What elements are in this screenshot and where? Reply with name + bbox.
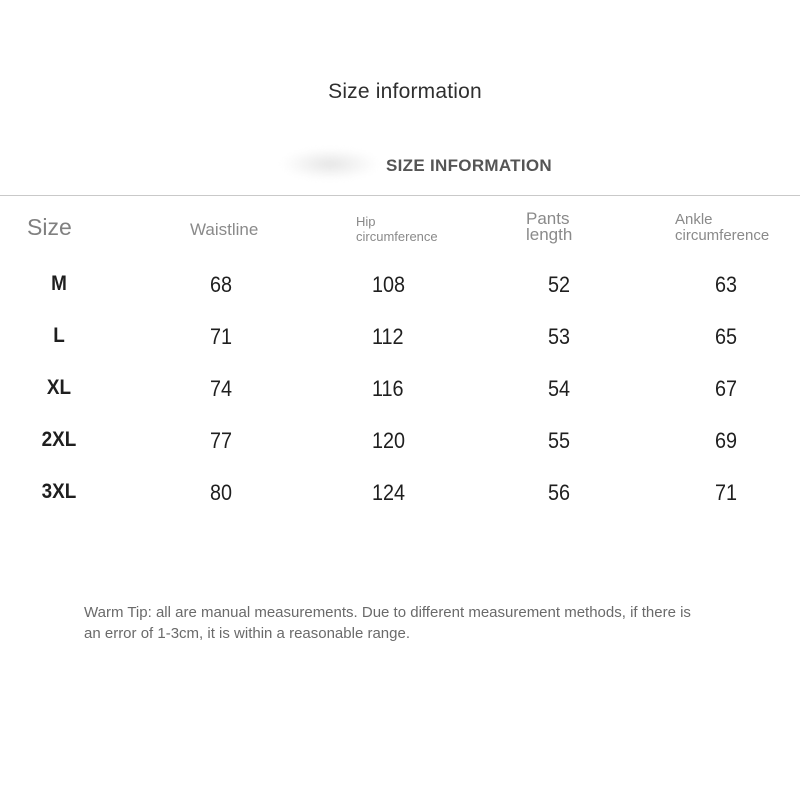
column-header-hip-line1: Hip <box>356 214 376 229</box>
pants-length-cell: 52 <box>548 272 571 297</box>
column-header-pants-line1: Pants <box>526 209 570 228</box>
size-cell: 2XL <box>41 428 77 451</box>
column-header-hip-circumference <box>356 214 438 244</box>
ankle-cell: 71 <box>715 480 738 505</box>
column-header-pants-line2: length <box>526 225 573 244</box>
column-header-hip-line2: circumference <box>356 229 438 244</box>
column-header-ankle-circumference <box>675 212 769 244</box>
ankle-cell: 65 <box>715 324 738 349</box>
column-header-pants-length <box>526 211 572 243</box>
hip-cell: 120 <box>372 428 406 453</box>
decorative-smudge <box>282 148 378 180</box>
pants-length-cell: 53 <box>548 324 571 349</box>
page-title: Size information <box>328 80 482 103</box>
pants-length-cell: 54 <box>548 376 571 401</box>
hip-cell: 108 <box>372 272 406 297</box>
pants-length-cell: 55 <box>548 428 571 453</box>
table-row <box>0 324 800 358</box>
table-row <box>0 376 800 410</box>
size-cell: 3XL <box>41 480 77 503</box>
column-header-ankle-line1: Ankle <box>675 211 713 228</box>
waistline-cell: 80 <box>210 480 233 505</box>
pants-length-cell: 56 <box>548 480 571 505</box>
waistline-cell: 71 <box>210 324 233 349</box>
table-row <box>0 480 800 514</box>
column-header-ankle-line2: circumference <box>675 227 770 244</box>
table-row <box>0 428 800 462</box>
ankle-cell: 69 <box>715 428 738 453</box>
size-cell: M <box>51 272 67 295</box>
section-title: SIZE INFORMATION <box>386 156 552 175</box>
waistline-cell: 68 <box>210 272 233 297</box>
hip-cell: 124 <box>372 480 406 505</box>
ankle-cell: 67 <box>715 376 738 401</box>
hip-cell: 112 <box>372 324 404 349</box>
warm-tip-note: Warm Tip: all are manual measurements. Due to different measurement methods, if there is an error of 1-3cm, it is within a reasonable range. <box>84 604 691 642</box>
column-header-waistline: Waistline <box>190 220 259 239</box>
table-row <box>0 272 800 306</box>
column-header-size: Size <box>27 214 72 240</box>
ankle-cell: 63 <box>715 272 738 297</box>
size-cell: L <box>53 324 65 347</box>
hip-cell: 116 <box>372 376 404 401</box>
size-cell: XL <box>46 376 72 399</box>
waistline-cell: 74 <box>210 376 233 401</box>
header-divider <box>0 195 800 196</box>
waistline-cell: 77 <box>210 428 233 453</box>
